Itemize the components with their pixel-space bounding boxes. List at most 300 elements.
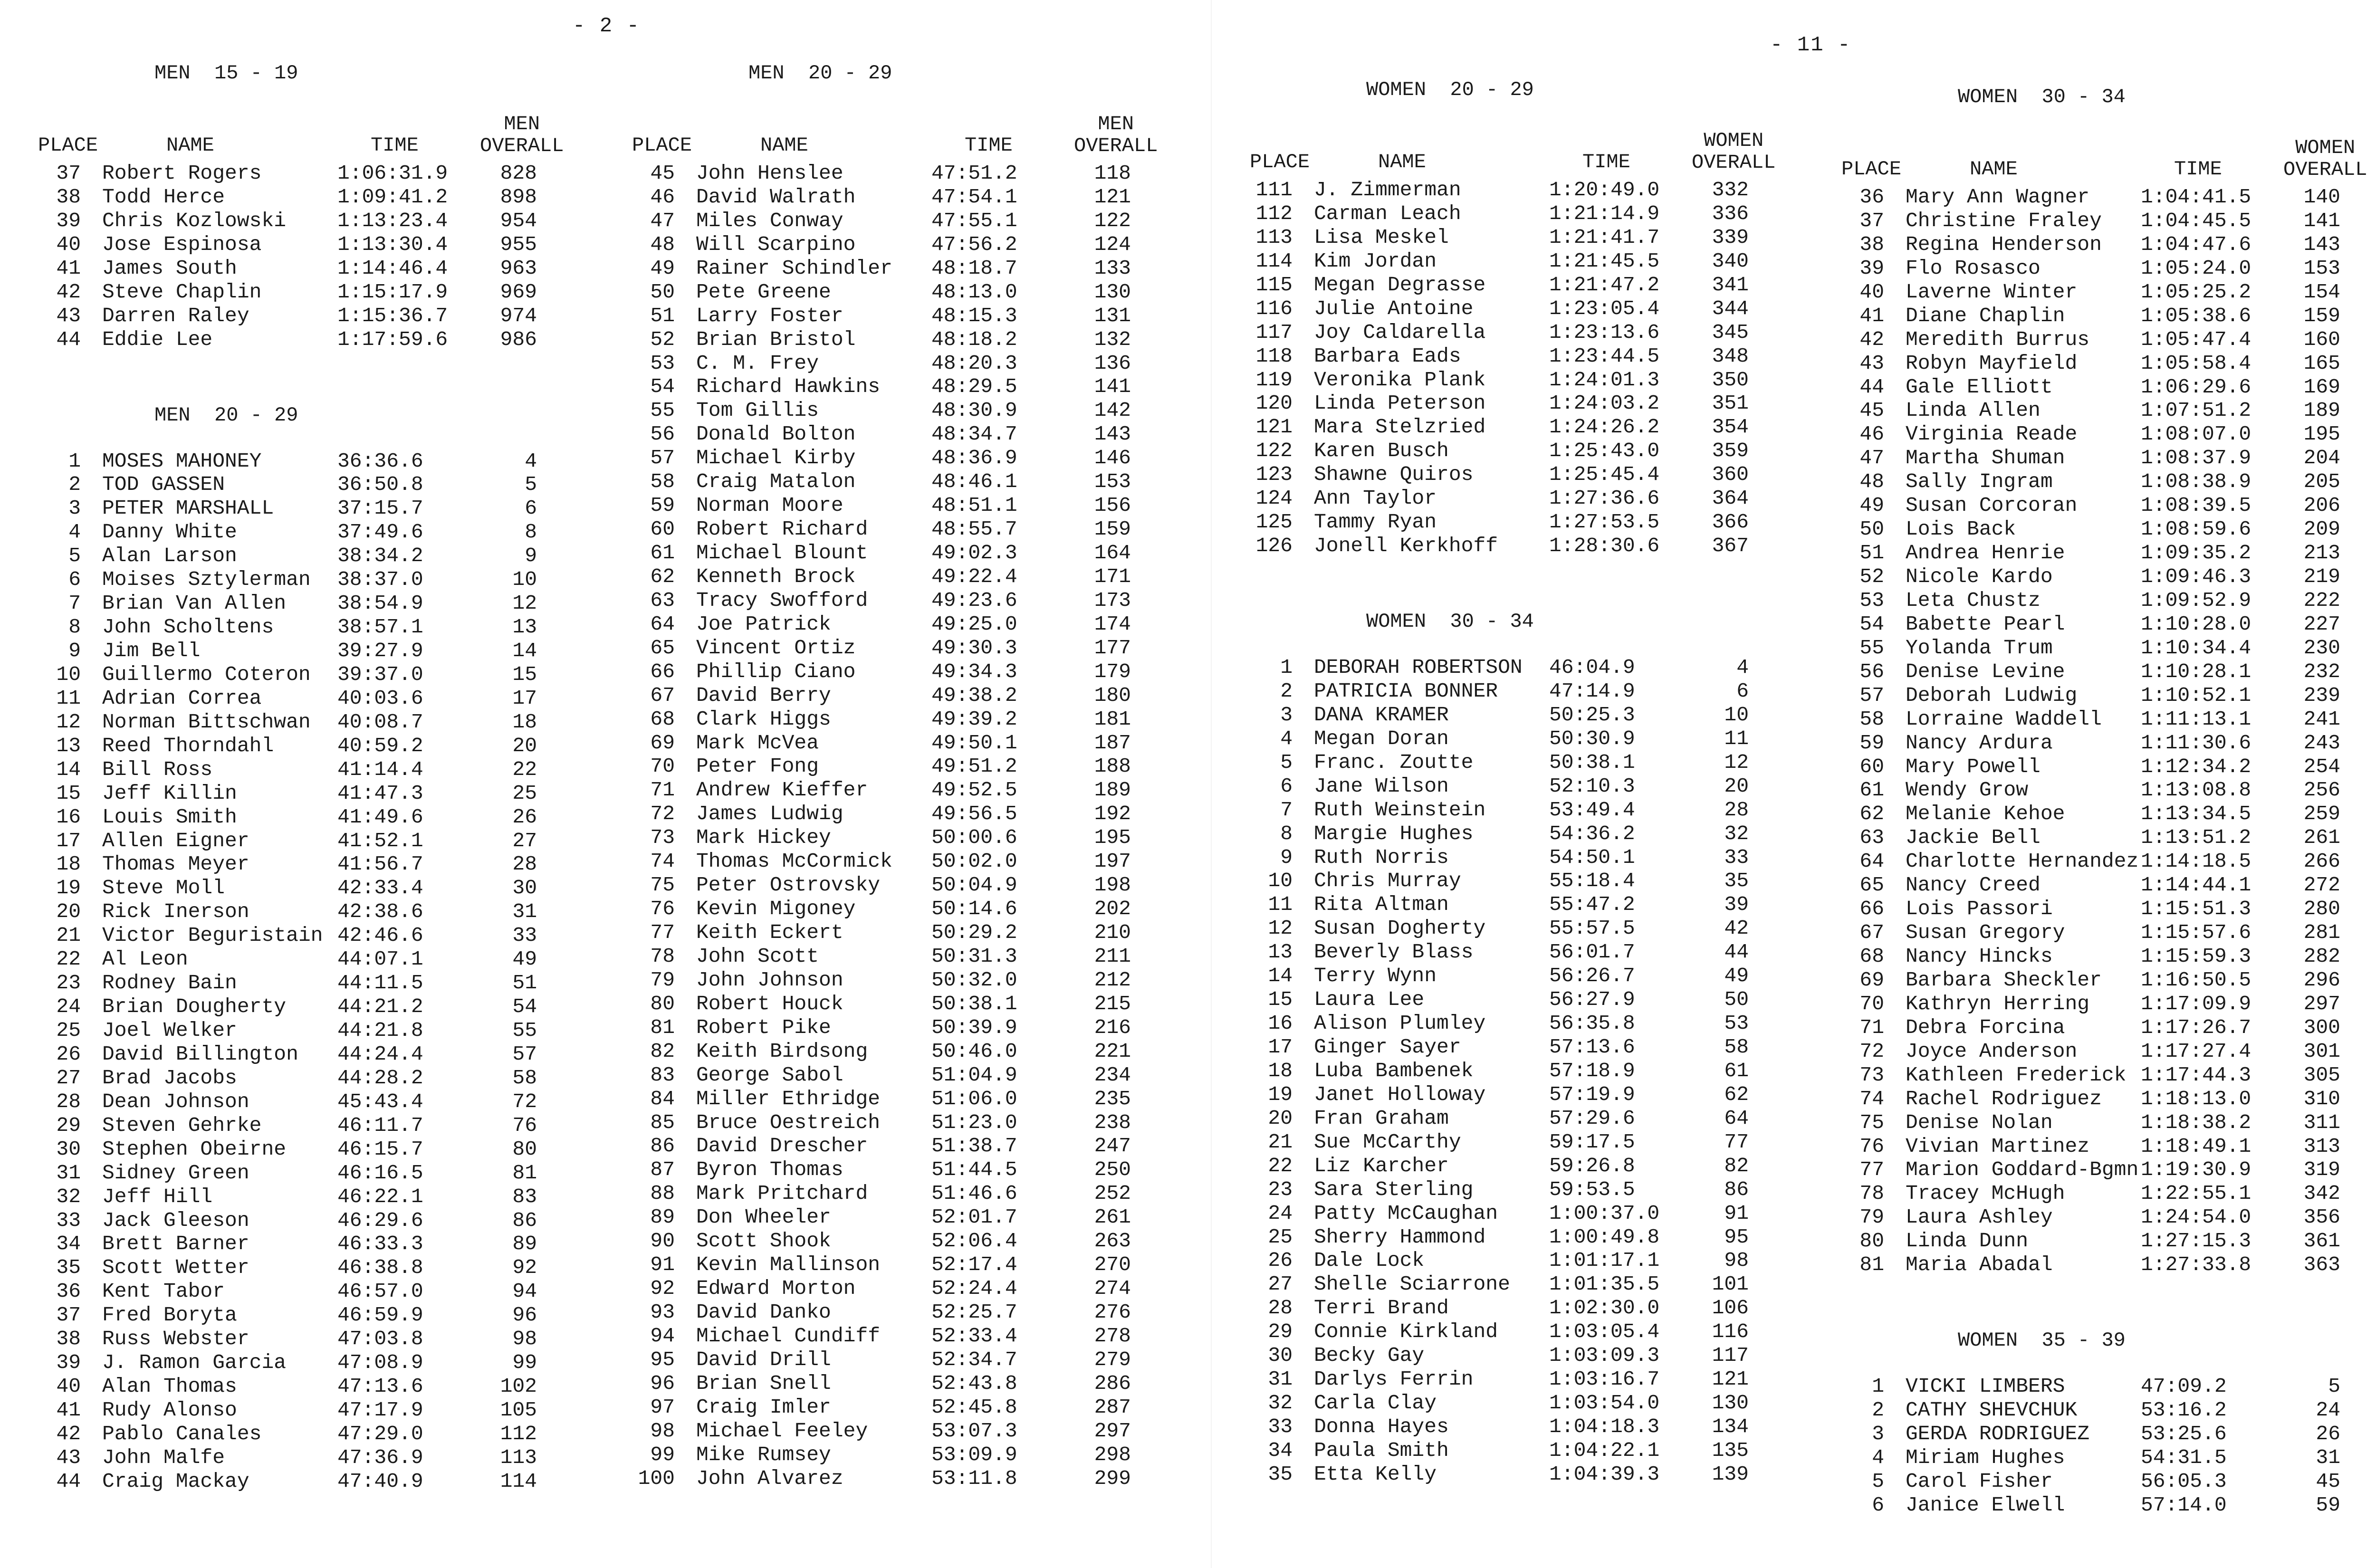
time-cell: 55:18.4 — [1549, 869, 1635, 893]
place-cell: 58 — [650, 470, 675, 494]
overall-cell: 142 — [1094, 399, 1131, 422]
result-row — [1841, 1398, 2376, 1422]
time-cell: 41:56.7 — [337, 852, 423, 876]
overall-cell: 105 — [500, 1398, 537, 1422]
time-cell: 47:56.2 — [931, 232, 1017, 256]
name-cell: Denise Nolan — [1906, 1110, 2053, 1134]
time-cell: 54:50.1 — [1549, 845, 1635, 869]
overall-cell: 359 — [1712, 439, 1749, 463]
place-cell: 21 — [56, 924, 81, 947]
time-cell: 55:47.2 — [1549, 893, 1635, 917]
result-row — [1841, 945, 2376, 968]
place-cell: 15 — [56, 781, 81, 805]
overall-cell: 261 — [1094, 1205, 1131, 1229]
result-row — [1841, 992, 2376, 1016]
overall-cell: 305 — [2303, 1063, 2340, 1087]
place-cell: 113 — [1255, 225, 1293, 249]
time-cell: 39:27.9 — [337, 639, 423, 662]
name-cell: David Walrath — [696, 185, 856, 209]
time-cell: 1:13:23.4 — [337, 209, 448, 232]
result-row — [38, 1185, 584, 1209]
place-cell: 79 — [1859, 1205, 1884, 1229]
name-cell: Jeff Killin — [102, 781, 237, 805]
result-row — [632, 1134, 1178, 1158]
result-row — [1250, 988, 1796, 1012]
name-cell: Rudy Alonso — [102, 1398, 237, 1422]
overall-cell: 153 — [2303, 256, 2340, 280]
result-row — [1841, 778, 2376, 802]
place-cell: 36 — [56, 1280, 81, 1303]
result-row — [1250, 1344, 1796, 1367]
place-cell: 49 — [1859, 494, 1884, 517]
result-row — [1250, 1296, 1796, 1320]
time-cell: 44:28.2 — [337, 1066, 423, 1090]
result-row — [38, 544, 584, 568]
overall-cell: 206 — [2303, 494, 2340, 517]
result-row — [632, 873, 1178, 897]
result-row — [632, 1419, 1178, 1443]
place-cell: 4 — [68, 520, 81, 544]
overall-cell: 112 — [500, 1422, 537, 1445]
name-cell: Dale Lock — [1314, 1249, 1425, 1272]
name-cell: Linda Allen — [1906, 399, 2041, 422]
time-cell: 53:09.9 — [931, 1443, 1017, 1466]
result-row — [38, 947, 584, 971]
overall-cell: 5 — [2328, 1375, 2340, 1398]
place-cell: 98 — [650, 1419, 675, 1443]
result-row — [38, 710, 584, 734]
place-cell: 125 — [1255, 510, 1293, 534]
overall-cell: 45 — [2316, 1469, 2340, 1493]
overall-cell: 95 — [1724, 1225, 1749, 1249]
name-cell: Robert Rogers — [102, 162, 262, 185]
overall-cell: 313 — [2303, 1134, 2340, 1158]
name-cell: Miles Conway — [696, 209, 843, 232]
overall-cell: 53 — [1724, 1012, 1749, 1035]
name-cell: Tracey McHugh — [1906, 1182, 2065, 1205]
overall-cell: 50 — [1724, 988, 1749, 1012]
name-cell: Craig Imler — [696, 1395, 831, 1419]
time-cell: 1:05:47.4 — [2141, 327, 2251, 351]
overall-cell: 136 — [1094, 351, 1131, 375]
name-cell: Connie Kirkland — [1314, 1320, 1498, 1344]
overall-cell: 139 — [1712, 1462, 1749, 1486]
overall-cell: 227 — [2303, 612, 2340, 636]
name-cell: Eddie Lee — [102, 327, 213, 351]
result-row — [38, 639, 584, 663]
result-row — [632, 684, 1178, 708]
overall-cell: 301 — [2303, 1039, 2340, 1063]
name-cell: Michael Feeley — [696, 1419, 868, 1443]
time-cell: 47:14.9 — [1549, 679, 1635, 703]
time-cell: 48:18.2 — [931, 327, 1017, 351]
overall-cell: 310 — [2303, 1087, 2340, 1110]
name-cell: Jack Gleeson — [102, 1208, 249, 1232]
place-cell: 39 — [56, 1351, 81, 1375]
place-cell: 78 — [650, 944, 675, 968]
name-cell: Carman Leach — [1314, 201, 1461, 225]
name-cell: Craig Mackay — [102, 1469, 249, 1493]
overall-cell: 189 — [1094, 778, 1131, 802]
time-cell: 1:14:46.4 — [337, 256, 448, 280]
header-place: PLACE — [38, 134, 98, 157]
result-row — [1250, 964, 1796, 988]
place-cell: 54 — [1859, 612, 1884, 636]
result-row — [632, 1324, 1178, 1348]
overall-cell: 12 — [1724, 750, 1749, 774]
overall-cell: 10 — [1724, 703, 1749, 727]
result-row — [632, 1016, 1178, 1040]
name-cell: Jonell Kerkhoff — [1314, 534, 1498, 558]
name-cell: Steve Moll — [102, 876, 225, 900]
time-cell: 1:10:28.0 — [2141, 612, 2251, 636]
overall-cell: 213 — [2303, 541, 2340, 565]
place-cell: 70 — [1859, 992, 1884, 1015]
result-row — [1250, 1439, 1796, 1463]
result-row — [1841, 209, 2376, 233]
place-cell: 57 — [1859, 683, 1884, 707]
time-cell: 50:14.6 — [931, 897, 1017, 921]
time-cell: 56:35.8 — [1549, 1012, 1635, 1035]
time-cell: 1:25:45.4 — [1549, 463, 1660, 487]
overall-cell: 181 — [1094, 707, 1131, 731]
place-cell: 49 — [650, 256, 675, 280]
name-cell: Linda Dunn — [1906, 1229, 2029, 1253]
overall-cell: 222 — [2303, 588, 2340, 612]
name-cell: Sara Sterling — [1314, 1177, 1474, 1201]
result-row — [38, 1422, 584, 1446]
place-cell: 45 — [650, 162, 675, 185]
result-row — [1250, 1154, 1796, 1178]
overall-cell: 121 — [1712, 1367, 1749, 1391]
place-cell: 116 — [1255, 296, 1293, 320]
overall-cell: 59 — [2316, 1493, 2340, 1517]
result-row — [1841, 1205, 2376, 1229]
overall-cell: 61 — [1724, 1059, 1749, 1082]
result-row — [1841, 684, 2376, 708]
result-row — [38, 1161, 584, 1185]
place-cell: 81 — [650, 1015, 675, 1039]
overall-cell: 361 — [2303, 1229, 2340, 1253]
name-cell: Regina Henderson — [1906, 232, 2102, 256]
place-cell: 63 — [650, 588, 675, 612]
result-row — [38, 233, 584, 257]
result-row — [632, 257, 1178, 280]
result-row — [1841, 755, 2376, 779]
place-cell: 85 — [650, 1110, 675, 1134]
name-cell: David Drescher — [696, 1134, 868, 1158]
place-cell: 9 — [68, 639, 81, 662]
result-row — [38, 497, 584, 520]
overall-cell: 156 — [1094, 494, 1131, 517]
name-cell: Danny White — [102, 520, 237, 544]
place-cell: 7 — [1280, 798, 1293, 822]
place-cell: 77 — [1859, 1158, 1884, 1182]
name-cell: VICKI LIMBERS — [1906, 1375, 2065, 1398]
time-cell: 1:08:37.9 — [2141, 446, 2251, 470]
overall-cell: 153 — [1094, 470, 1131, 494]
place-cell: 112 — [1255, 201, 1293, 225]
name-cell: Laura Lee — [1314, 988, 1425, 1012]
time-cell: 1:17:26.7 — [2141, 1015, 2251, 1039]
place-cell: 81 — [1859, 1253, 1884, 1277]
overall-cell: 165 — [2303, 351, 2340, 375]
name-cell: Michael Blount — [696, 541, 868, 564]
time-cell: 41:49.6 — [337, 805, 423, 829]
name-cell: David Berry — [696, 683, 831, 707]
name-cell: Pablo Canales — [102, 1422, 262, 1445]
place-cell: 60 — [650, 517, 675, 541]
section-men-20-29-b — [632, 62, 1178, 1491]
time-cell: 46:04.9 — [1549, 656, 1635, 679]
result-row — [1250, 344, 1796, 368]
time-cell: 57:13.6 — [1549, 1035, 1635, 1059]
overall-cell: 219 — [2303, 565, 2340, 588]
overall-cell: 160 — [2303, 327, 2340, 351]
place-cell: 43 — [56, 1445, 81, 1469]
place-cell: 52 — [1859, 565, 1884, 588]
result-row — [1841, 731, 2376, 755]
time-cell: 49:23.6 — [931, 588, 1017, 612]
result-row — [38, 687, 584, 710]
name-cell: Patty McCaughan — [1314, 1201, 1498, 1225]
result-row — [1841, 850, 2376, 873]
overall-cell: 134 — [1712, 1415, 1749, 1438]
header-name: NAME — [166, 134, 214, 157]
place-cell: 30 — [1268, 1344, 1293, 1367]
name-cell: Carol Fisher — [1906, 1469, 2053, 1493]
header-time: TIME — [1582, 151, 1630, 173]
time-cell: 59:53.5 — [1549, 1177, 1635, 1201]
name-cell: Peter Fong — [696, 755, 819, 778]
result-row — [1841, 1229, 2376, 1253]
result-row — [1250, 1391, 1796, 1415]
overall-cell: 342 — [2303, 1182, 2340, 1205]
time-cell: 51:06.0 — [931, 1087, 1017, 1110]
place-cell: 34 — [56, 1232, 81, 1256]
time-cell: 47:03.8 — [337, 1327, 423, 1351]
name-cell: Sherry Hammond — [1314, 1225, 1486, 1249]
place-cell: 99 — [650, 1443, 675, 1466]
place-cell: 86 — [650, 1134, 675, 1158]
place-cell: 38 — [1859, 232, 1884, 256]
name-cell: John Johnson — [696, 968, 843, 992]
place-cell: 76 — [1859, 1134, 1884, 1158]
time-cell: 52:06.4 — [931, 1229, 1017, 1253]
column-3 — [1250, 78, 1796, 1486]
overall-cell: 44 — [1724, 940, 1749, 964]
overall-cell: 274 — [1094, 1277, 1131, 1300]
place-cell: 91 — [650, 1253, 675, 1277]
result-row — [632, 897, 1178, 921]
name-cell: Robyn Mayfield — [1906, 351, 2078, 375]
overall-cell: 345 — [1712, 320, 1749, 344]
time-cell: 49:56.5 — [931, 802, 1017, 826]
place-cell: 37 — [1859, 209, 1884, 232]
place-cell: 65 — [1859, 873, 1884, 897]
header-overall: WOMEN OVERALL — [1692, 129, 1776, 174]
overall-cell: 4 — [525, 449, 537, 473]
time-cell: 38:54.9 — [337, 592, 423, 615]
name-cell: Edward Morton — [696, 1277, 856, 1300]
overall-cell: 195 — [2303, 422, 2340, 446]
time-cell: 1:15:17.9 — [337, 280, 448, 304]
time-cell: 47:09.2 — [2141, 1375, 2227, 1398]
place-cell: 36 — [1859, 185, 1884, 209]
place-cell: 53 — [650, 351, 675, 375]
place-cell: 20 — [56, 900, 81, 924]
name-cell: John Scholtens — [102, 615, 274, 639]
place-cell: 40 — [56, 232, 81, 256]
time-cell: 56:01.7 — [1549, 940, 1635, 964]
time-cell: 1:24:03.2 — [1549, 392, 1660, 415]
place-cell: 74 — [650, 850, 675, 873]
name-cell: Kathryn Herring — [1906, 992, 2090, 1015]
place-cell: 118 — [1255, 344, 1293, 368]
name-cell: Jose Espinosa — [102, 232, 262, 256]
overall-cell: 278 — [1094, 1324, 1131, 1348]
section-title: WOMEN 30 - 34 — [1366, 610, 1534, 633]
place-cell: 46 — [1859, 422, 1884, 446]
result-row — [632, 636, 1178, 660]
section-women-20-29 — [1250, 78, 1796, 558]
overall-cell: 173 — [1094, 588, 1131, 612]
time-cell: 1:18:49.1 — [2141, 1134, 2251, 1158]
place-cell: 19 — [1268, 1082, 1293, 1106]
time-cell: 1:17:27.4 — [2141, 1039, 2251, 1063]
result-row — [1841, 802, 2376, 826]
place-cell: 24 — [56, 995, 81, 1019]
name-cell: George Sabol — [696, 1063, 843, 1087]
time-cell: 48:29.5 — [931, 375, 1017, 399]
overall-cell: 82 — [1724, 1154, 1749, 1177]
overall-cell: 159 — [2303, 304, 2340, 327]
name-cell: Scott Shook — [696, 1229, 831, 1253]
time-cell: 47:17.9 — [337, 1398, 423, 1422]
place-cell: 121 — [1255, 415, 1293, 439]
place-cell: 126 — [1255, 534, 1293, 558]
place-cell: 8 — [68, 615, 81, 639]
result-row — [1250, 249, 1796, 273]
place-cell: 42 — [56, 280, 81, 304]
column-2 — [632, 62, 1178, 1491]
time-cell: 1:05:25.2 — [2141, 280, 2251, 304]
place-cell: 60 — [1859, 755, 1884, 778]
name-cell: Mary Powell — [1906, 755, 2041, 778]
overall-cell: 954 — [500, 209, 537, 232]
name-cell: Joe Patrick — [696, 612, 831, 636]
overall-cell: 76 — [512, 1113, 537, 1137]
place-cell: 61 — [1859, 778, 1884, 802]
page-number-left: - 2 - — [573, 14, 641, 38]
overall-cell: 14 — [512, 639, 537, 662]
result-row — [38, 1327, 584, 1351]
time-cell: 46:11.7 — [337, 1113, 423, 1137]
place-cell: 119 — [1255, 368, 1293, 392]
overall-cell: 17 — [512, 686, 537, 710]
result-row — [38, 592, 584, 615]
name-cell: Alan Larson — [102, 544, 237, 568]
place-cell: 47 — [650, 209, 675, 232]
header-place: PLACE — [632, 134, 692, 157]
overall-cell: 354 — [1712, 415, 1749, 439]
result-row — [1841, 446, 2376, 470]
name-cell: Russ Webster — [102, 1327, 249, 1351]
time-cell: 1:03:54.0 — [1549, 1391, 1660, 1415]
result-row — [632, 708, 1178, 731]
time-cell: 44:11.5 — [337, 971, 423, 995]
time-cell: 50:39.9 — [931, 1015, 1017, 1039]
name-cell: Michael Cundiff — [696, 1324, 881, 1348]
overall-cell: 287 — [1094, 1395, 1131, 1419]
name-cell: Ginger Sayer — [1314, 1035, 1461, 1059]
result-row — [632, 589, 1178, 612]
place-cell: 56 — [1859, 660, 1884, 683]
overall-cell: 279 — [1094, 1348, 1131, 1371]
place-cell: 41 — [56, 256, 81, 280]
name-cell: Luba Bambenek — [1314, 1059, 1474, 1082]
time-cell: 50:38.1 — [1549, 750, 1635, 774]
overall-cell: 177 — [1094, 636, 1131, 660]
result-row — [1841, 375, 2376, 399]
name-cell: Carla Clay — [1314, 1391, 1437, 1415]
time-cell: 46:16.5 — [337, 1161, 423, 1185]
time-cell: 46:33.3 — [337, 1232, 423, 1256]
overall-cell: 154 — [2303, 280, 2340, 304]
overall-cell: 215 — [1094, 992, 1131, 1015]
overall-cell: 130 — [1712, 1391, 1749, 1415]
place-cell: 67 — [650, 683, 675, 707]
result-row — [38, 568, 584, 592]
time-cell: 1:04:39.3 — [1549, 1462, 1660, 1486]
name-cell: James Ludwig — [696, 802, 843, 826]
place-cell: 2 — [1872, 1398, 1884, 1422]
name-cell: Terri Brand — [1314, 1296, 1449, 1320]
time-cell: 52:17.4 — [931, 1253, 1017, 1277]
column-headers — [1250, 124, 1796, 178]
overall-cell: 96 — [512, 1303, 537, 1327]
name-cell: Gale Elliott — [1906, 375, 2053, 399]
overall-cell: 332 — [1712, 178, 1749, 201]
name-cell: Thomas McCormick — [696, 850, 892, 873]
place-cell: 28 — [1268, 1296, 1293, 1320]
result-row — [38, 162, 584, 185]
time-cell: 48:36.9 — [931, 446, 1017, 470]
name-cell: Brian Bristol — [696, 327, 856, 351]
time-cell: 37:15.7 — [337, 497, 423, 520]
time-cell: 1:00:49.8 — [1549, 1225, 1660, 1249]
result-row — [1841, 1182, 2376, 1205]
time-cell: 50:02.0 — [931, 850, 1017, 873]
name-cell: Phillip Ciano — [696, 660, 856, 683]
result-row — [1250, 774, 1796, 798]
place-cell: 8 — [1280, 822, 1293, 845]
result-row — [632, 1205, 1178, 1229]
time-cell: 1:23:13.6 — [1549, 320, 1660, 344]
name-cell: Mark Hickey — [696, 826, 831, 850]
name-cell: Babette Pearl — [1906, 612, 2065, 636]
time-cell: 50:00.6 — [931, 826, 1017, 850]
name-cell: John Scott — [696, 944, 819, 968]
overall-cell: 963 — [500, 256, 537, 280]
result-row — [632, 399, 1178, 422]
name-cell: Reed Thorndahl — [102, 734, 274, 757]
place-cell: 95 — [650, 1348, 675, 1371]
name-cell: Alison Plumley — [1314, 1012, 1486, 1035]
place-cell: 31 — [1268, 1367, 1293, 1391]
result-row — [1250, 1107, 1796, 1130]
header-time: TIME — [965, 134, 1013, 157]
